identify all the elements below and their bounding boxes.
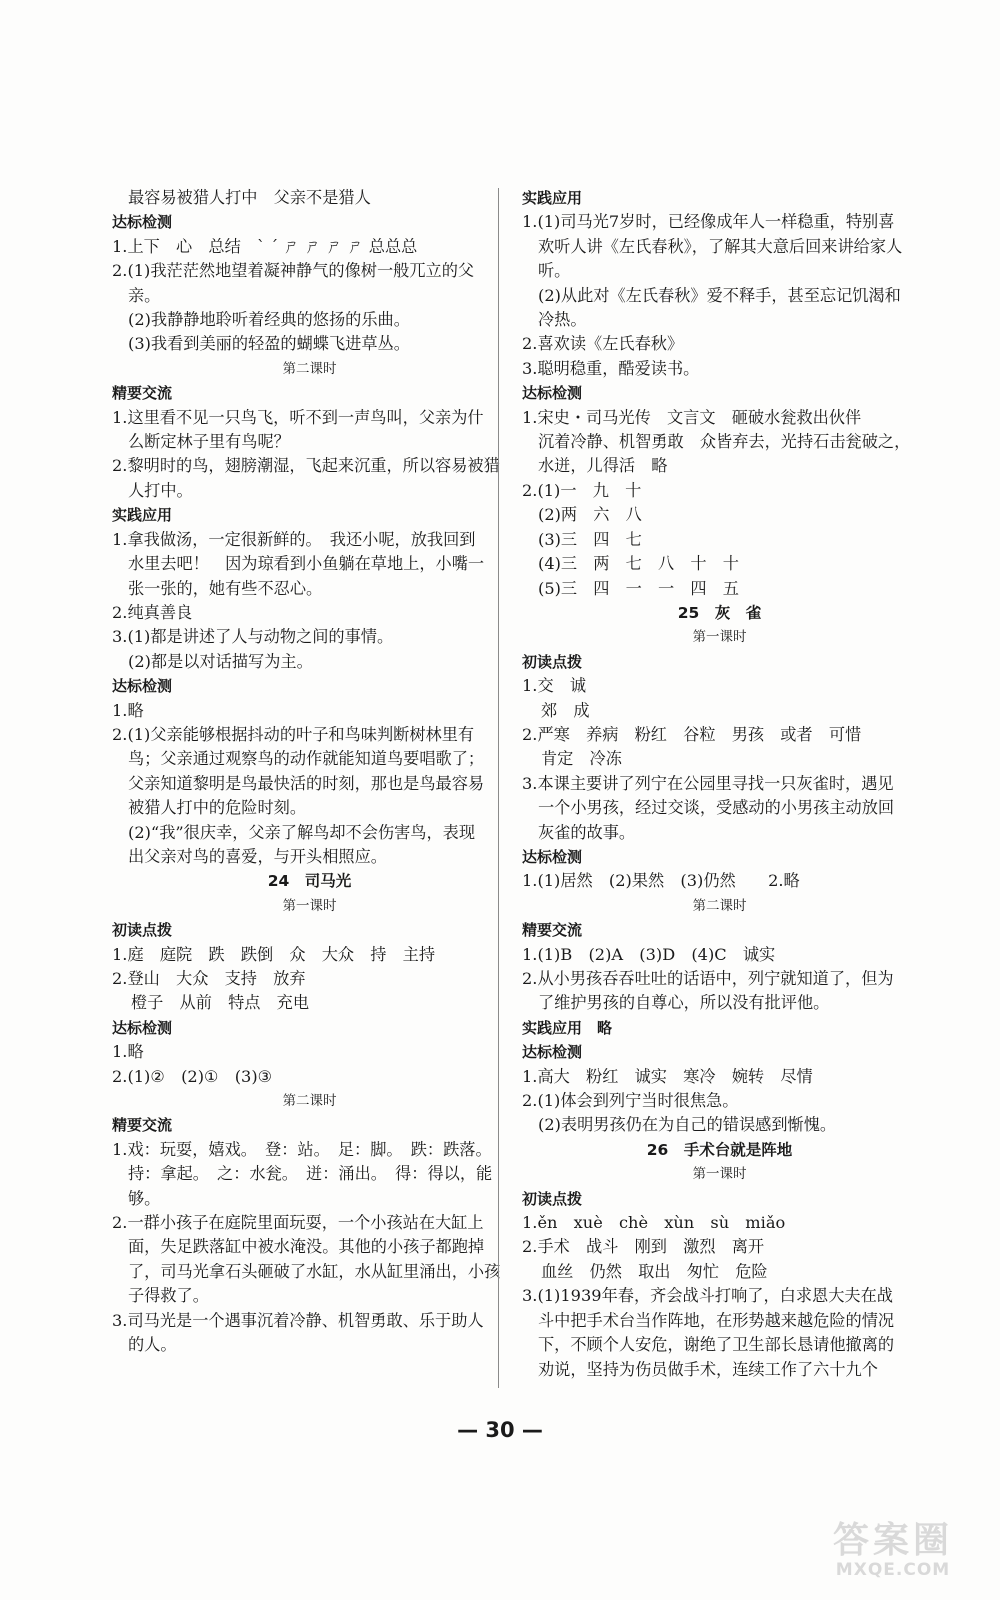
- answer-line: 1.略: [112, 700, 144, 720]
- answer-line: 1.这里看不见一只鸟飞，听不到一声鸟叫，父亲为什: [112, 407, 484, 427]
- lesson-subheading: 第二课时: [282, 360, 337, 377]
- section-heading: 达标检测: [522, 384, 583, 403]
- answer-line: 肯定 冷冻: [541, 749, 622, 769]
- lesson-subheading: 第一课时: [692, 629, 747, 646]
- answer-line: 2.(1)我茫茫然地望着凝神静气的像树一般兀立的父: [112, 261, 475, 281]
- answer-line: 1.(1)居然 (2)果然 (3)仍然 2.略: [522, 871, 800, 891]
- unit-title: 26 手术台就是阵地: [646, 1140, 793, 1159]
- answer-line: 2.手术 战斗 刚到 激烈 离开: [522, 1237, 765, 1257]
- section-heading: 初读点拨: [112, 921, 173, 940]
- section-heading: 实践应用: [112, 506, 173, 525]
- answer-line: 3.(1)都是讲述了人与动物之间的事情。: [112, 627, 394, 647]
- answer-line: 1.交 诚: [522, 676, 587, 696]
- column-divider: [498, 188, 499, 1388]
- answer-line: 斗中把手术台当作阵地，在形势越来越危险的情况: [538, 1310, 895, 1330]
- answer-line: 够。: [128, 1188, 161, 1208]
- section-heading: 初读点拨: [522, 652, 583, 671]
- answer-line: 么断定林子里有鸟呢？: [128, 432, 290, 452]
- watermark-logo: [808, 1520, 978, 1582]
- answer-line: 水迸，儿得活 略: [538, 456, 668, 476]
- section-heading: 实践应用 略: [522, 1018, 613, 1037]
- answer-line: 2.喜欢读《左氏春秋》: [522, 334, 684, 354]
- answer-line: 1.拿我做汤，一定很新鲜的。 我还小呢，放我回到: [112, 529, 476, 549]
- answer-line: 劝说，坚持为伤员做手术，连续工作了六十九个: [538, 1359, 878, 1379]
- answer-line: 水里去吧！ 因为琼看到小鱼躺在草地上，小嘴一: [128, 554, 485, 574]
- unit-title: 24 司马光: [267, 872, 352, 891]
- answer-line: 血丝 仍然 取出 匆忙 危险: [541, 1261, 768, 1281]
- answer-line: 郊 成: [541, 700, 590, 720]
- answer-line: 2.(1)父亲能够根据抖动的叶子和鸟味判断树林里有: [112, 724, 475, 744]
- answer-line: 1.(1)B (2)A (3)D (4)C 诚实: [522, 944, 776, 964]
- answer-line: 冷热。: [538, 310, 587, 330]
- answer-line: 1.上下 心 总结 ˋ ˊ ㄕ ㄕ ㄕ ㄕ 总总总: [112, 236, 418, 256]
- answer-line: 3.司马光是一个遇事沉着冷静、机智勇敢、乐于助人: [112, 1310, 484, 1330]
- answer-line: 2.(1)② (2)① (3)③: [112, 1066, 273, 1086]
- answer-line: 1.ěn xuè chè xùn sù miǎo: [522, 1213, 786, 1233]
- answer-line: 最容易被猎人打中 父亲不是猎人: [128, 188, 371, 207]
- answer-line: 3.聪明稳重，酷爱读书。: [522, 358, 700, 378]
- answer-line: 橙子 从前 特点 充电: [131, 993, 310, 1013]
- answer-line: 了，司马光拿石头砸破了水缸，水从缸里涌出，小孩: [128, 1261, 501, 1281]
- answer-line: 1.略: [112, 1042, 144, 1062]
- lesson-subheading: 第二课时: [282, 1093, 337, 1110]
- answer-line: 2.严寒 养病 粉红 谷粒 男孩 或者 可惜: [522, 724, 862, 744]
- watermark-url: MXQE.COM: [835, 1560, 951, 1580]
- answer-line: 2.(1)一 九 十: [522, 480, 642, 500]
- answer-line: (3)三 四 七: [538, 529, 642, 549]
- lesson-subheading: 第一课时: [692, 1166, 747, 1183]
- answer-line: 1.宋史・司马光传 文言文 砸破水瓮救出伙伴: [522, 407, 862, 427]
- answer-line: 鸟；父亲通过观察鸟的动作就能知道鸟要唱歌了；: [128, 749, 485, 769]
- answer-line: 持：拿起。 之：水瓮。 迸：涌出。 得：得以，能: [128, 1164, 493, 1184]
- unit-title: 25 灰 雀: [677, 603, 762, 622]
- answer-line: (4)三 两 七 八 十 十: [538, 554, 739, 574]
- answer-line: 2.(1)体会到列宁当时很焦急。: [522, 1091, 739, 1111]
- section-heading: 达标检测: [112, 1018, 173, 1037]
- answer-line: (2)“我”很庆幸，父亲了解鸟却不会伤害鸟，表现: [128, 822, 476, 842]
- answer-line: (3)我看到美丽的轻盈的蝴蝶飞进草丛。: [128, 334, 410, 354]
- answer-line: 亲。: [128, 285, 161, 305]
- answer-line: 3.(1)1939年春，齐会战斗打响了，白求恩大夫在战: [522, 1286, 893, 1306]
- answer-line: 1.(1)司马光7岁时，已经像成年人一样稳重，特别喜: [522, 212, 895, 232]
- answer-line: 面，失足跌落缸中被水淹没。其他的小孩子都跑掉: [128, 1237, 485, 1257]
- answer-line: 3.本课主要讲了列宁在公园里寻找一只灰雀时，遇见: [522, 773, 894, 793]
- answer-line: (2)表明男孩仍在为自己的错误感到惭愧。: [538, 1115, 837, 1135]
- answer-line: 2.黎明时的鸟，翅膀潮湿，飞起来沉重，所以容易被猎: [112, 456, 500, 476]
- answer-line: (2)都是以对话描写为主。: [128, 651, 313, 671]
- answer-line: 张一张的，她有些不忍心。: [128, 578, 323, 598]
- answer-line: 1.戏：玩耍，嬉戏。 登：站。 足：脚。 跌：跌落。: [112, 1139, 492, 1159]
- lesson-subheading: 第二课时: [692, 897, 747, 914]
- section-heading: 初读点拨: [522, 1189, 583, 1208]
- answer-line: (2)我静静地聆听着经典的悠扬的乐曲。: [128, 310, 410, 330]
- section-heading: 达标检测: [112, 213, 173, 232]
- lesson-subheading: 第一课时: [282, 897, 337, 914]
- answer-line: 2.登山 大众 支持 放弃: [112, 969, 306, 988]
- answer-line: (5)三 四 一 一 四 五: [538, 578, 739, 598]
- answer-line: 1.高大 粉红 诚实 寒冷 婉转 尽情: [522, 1066, 813, 1086]
- answer-line: 2.一群小孩子在庭院里面玩耍，一个小孩站在大缸上: [112, 1213, 484, 1233]
- answer-line: 1.庭 庭院 跌 跌倒 众 大众 持 主持: [112, 944, 436, 964]
- section-heading: 达标检测: [522, 1043, 583, 1062]
- page-number: — 30 —: [457, 1418, 543, 1442]
- section-heading: 达标检测: [112, 677, 173, 696]
- section-heading: 达标检测: [522, 847, 583, 866]
- answer-line: 了维护男孩的自尊心，所以没有批评他。: [538, 993, 830, 1013]
- answer-line: 子得救了。: [128, 1286, 209, 1306]
- answer-line: 一个小男孩，经过交谈，受感动的小男孩主动放回: [538, 798, 895, 818]
- section-heading: 精要交流: [112, 1116, 173, 1135]
- answer-line: 2.从小男孩吞吞吐吐的话语中，列宁就知道了，但为: [522, 969, 894, 988]
- answer-line: 欢听人讲《左氏春秋》，了解其大意后回来讲给家人: [538, 236, 903, 256]
- section-heading: 实践应用: [522, 189, 583, 207]
- answer-line: 父亲知道黎明是鸟最快活的时刻，那也是鸟最容易: [128, 773, 485, 793]
- answer-line: 听。: [538, 261, 571, 281]
- section-heading: 精要交流: [522, 921, 583, 940]
- watermark-text: 答案圈: [832, 1520, 953, 1561]
- answer-line: 2.纯真善良: [112, 602, 193, 622]
- answer-line: 的人。: [128, 1335, 177, 1355]
- answer-line: 灰雀的故事。: [538, 822, 636, 842]
- section-heading: 精要交流: [112, 384, 173, 403]
- answer-line: (2)从此对《左氏春秋》爱不释手，甚至忘记饥渴和: [538, 285, 901, 305]
- answer-line: (2)两 六 八: [538, 505, 642, 525]
- answer-line: 沉着冷静、机智勇敢 众皆弃去，光持石击瓮破之，: [538, 432, 911, 452]
- answer-line: 被猎人打中的危险时刻。: [128, 798, 307, 818]
- right-column: [522, 186, 917, 1382]
- answer-line: 出父亲对鸟的喜爱，与开头相照应。: [128, 846, 387, 866]
- left-column: [112, 186, 507, 1358]
- answer-line: 人打中。: [128, 480, 193, 500]
- answer-line: 下，不顾个人安危，谢绝了卫生部长恳请他撤离的: [538, 1335, 895, 1355]
